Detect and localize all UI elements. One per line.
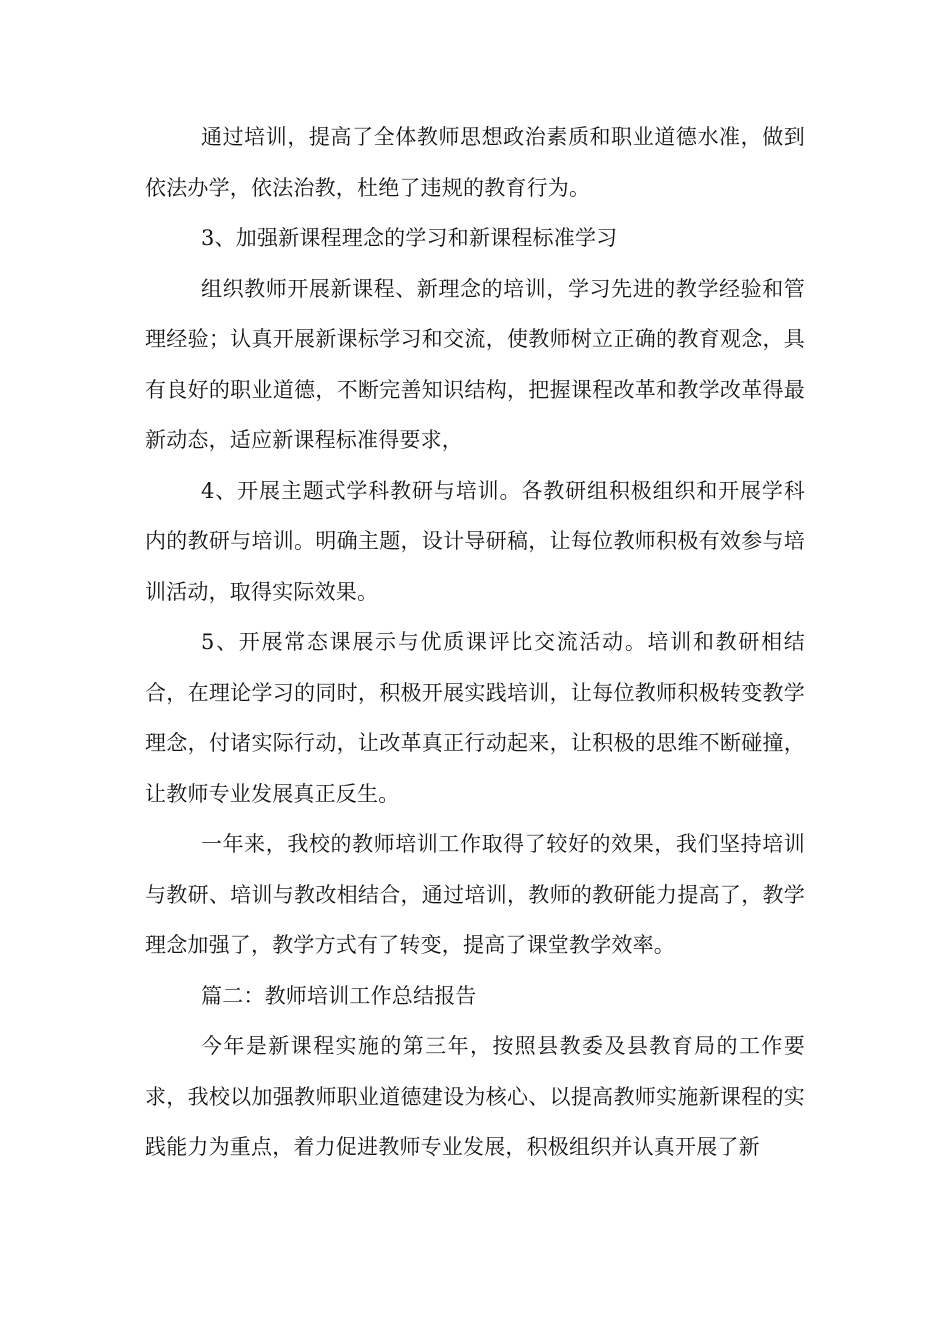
paragraph-6: 一年来，我校的教师培训工作取得了较好的效果，我们坚持培训与教研、培训与教改相结合，通过培训，教师的教研能力提高了，教学理念加强了，教学方式有了转变，提高了课堂教学效率。: [145, 832, 805, 957]
section-heading-3: 3、加强新课程理念的学习和新课程标准学习: [201, 226, 618, 250]
paragraph-3: 组织教师开展新课程、新理念的培训，学习先进的教学经验和管理经验；认真开展新课标学习和交流，使教师树立正确的教育观念，具有良好的职业道德，不断完善知识结构，把握课程改革和教学改革得最新动态，适应新课程标准得要求，: [145, 276, 805, 452]
paragraph-8: 今年是新课程实施的第三年，按照县教委及县教育局的工作要求，我校以加强教师职业道德建设为核心、以提高教师实施新课程的实践能力为重点，着力促进教师专业发展，积极组织并认真开展了新: [145, 1034, 805, 1159]
document-body: [145, 112, 805, 1173]
paragraph-4: 4、开展主题式学科教研与培训。各教研组积极组织和开展学科内的教研与培训。明确主题，设计导研稿，让每位教师积极有效参与培训活动，取得实际效果。: [145, 478, 805, 604]
paragraph-1: 通过培训，提高了全体教师思想政治素质和职业道德水准，做到依法办学，依法治教，杜绝了违规的教育行为。: [145, 125, 805, 200]
paragraph-5: 5、开展常态课展示与优质课评比交流活动。培训和教研相结合，在理论学习的同时，积极开展实践培训，让每位教师积极转变教学理念，付诸实际行动，让改革真正行动起来，让积极的思维不断碰撞，让教师专业发展真正反生。: [145, 630, 805, 806]
chapter-heading-2: 篇二：教师培训工作总结报告: [201, 983, 477, 1008]
